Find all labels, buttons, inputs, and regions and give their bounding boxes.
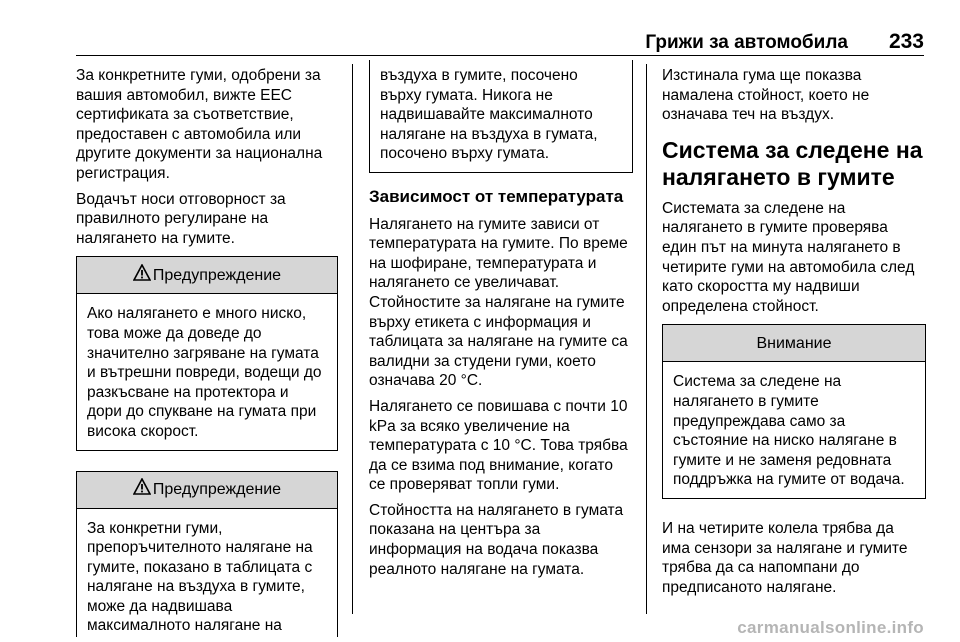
warning-body <box>77 509 337 637</box>
header-rule <box>76 55 924 56</box>
column-1 <box>76 66 338 637</box>
column-divider-1 <box>352 64 353 614</box>
paragraph: Водачът носи отговорност за правилното регулиране на налягането на гумите. <box>76 190 286 247</box>
warning-box-header <box>77 472 337 509</box>
warning-box <box>76 471 338 637</box>
column-divider-2 <box>646 64 647 614</box>
warning-text: Ако налягането е много ниско, това може да доведе до значително загряване на гумата и вътрешни повреди, водещи до разкъсване на протектора и дори до спукване на гумата при висока скорост. <box>87 305 322 440</box>
paragraph: Налягането се повишава с почти 10 kPa за всяко увеличение на температурата с 10 °C. Това трябва да се взима под внимание, когато се проверяват топли гуми. <box>369 397 628 494</box>
notice-box <box>662 324 926 499</box>
notice-body <box>663 362 925 498</box>
main-section-heading: Система за следене на налягането в гумите <box>662 136 923 190</box>
notice-box-header <box>663 325 925 362</box>
warning-triangle-icon <box>133 478 151 501</box>
paragraph: За конкретните гуми, одобрени за вашия автомобил, вижте ЕЕС сертификата за съответствие, предоставен с автомобила или другите документи за национална регистрация. <box>76 67 323 182</box>
paragraph: И на четирите колела трябва да има сензори за налягане и гумите трябва да са напомпани до предписаното налягане. <box>662 519 908 596</box>
warning-continuation-box <box>369 60 633 173</box>
column-3 <box>662 66 926 603</box>
warning-title: Предупреждение <box>152 266 282 284</box>
warning-text: въздуха в гумите, посочено върху гумата. Никога не надвишавайте максималното налягане на въздуха в гумата, посочено върху гумата. <box>380 67 598 163</box>
notice-text: Система за следене на налягането в гумите предупреждава само за състояние на ниско налягане в гумите и не заменя редовната поддръжка на гумите от водача. <box>673 373 905 489</box>
warning-title: Предупреждение <box>152 480 282 498</box>
paragraph: Системата за следене на налягането в гумите проверява един път на минута налягането в четирите гуми на автомобила след като скоростта му надвиши определена стойност. <box>662 199 915 315</box>
page-number: 233 <box>888 30 924 53</box>
column-2 <box>369 66 633 585</box>
page-header-title: Грижи за автомобила <box>645 32 848 53</box>
warning-body <box>77 294 337 449</box>
warning-box <box>76 256 338 450</box>
warning-text: За конкретни гуми, препоръчителното налягане на гумите, показано в таблицата с налягане на въздуха в гумите, може да надвишава максималното налягане на <box>87 519 313 635</box>
section-heading: Зависимост от температурата <box>369 186 624 206</box>
paragraph: Стойността на налягането в гумата показана на центъра за информация на водача показва реалното налягане на гумата. <box>369 501 624 578</box>
notice-title: Внимание <box>756 334 832 352</box>
watermark: carmanualsonline.info <box>737 618 924 637</box>
warning-box-header <box>77 257 337 294</box>
warning-triangle-icon <box>133 264 151 287</box>
paragraph: Изстинала гума ще показва намалена стойност, което не означава теч на въздух. <box>662 67 870 124</box>
paragraph: Налягането на гумите зависи от температурата на гумите. По време на шофиране, температурата и налягането се увеличават. Стойностите за налягане на гумите върху етикета с информация и таблицата за налягане на гумите са валидни за студени гуми, което означава 20 °C. <box>369 215 628 390</box>
